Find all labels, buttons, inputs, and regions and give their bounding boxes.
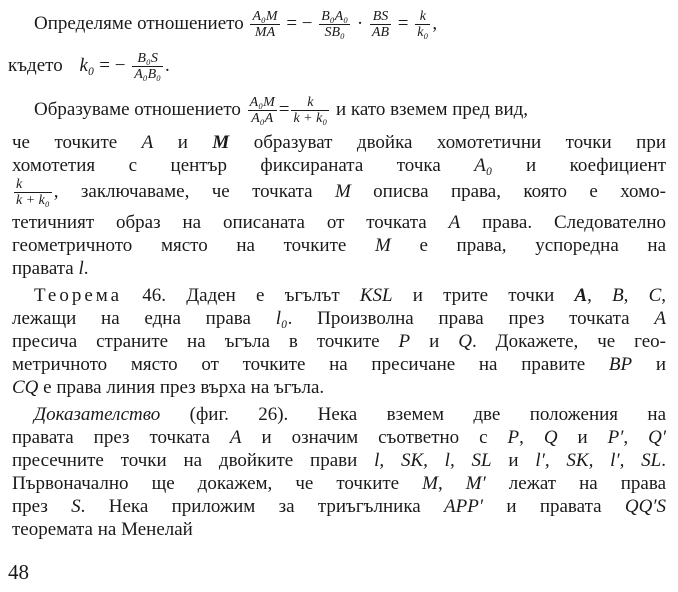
operator: = − [286,13,313,34]
theorem-line: CQ е права линия през върха на ъгъла. [12,377,325,398]
operator: = − [99,55,126,76]
fraction: $\frac{k}{\text{k + k₀}}$ [293,95,328,127]
page-number: 48 [8,560,29,584]
text: където [8,55,63,76]
theorem-line: пресича страните на ъгъла в точките P и Q. Докажете, че гео- [12,331,666,352]
text: Определяме отношението [34,13,244,34]
paragraph-line: тетичният образ на описаната от точката A права. Следователно [12,212,666,233]
math-var: k₀ [79,55,95,76]
paragraph-line: че точките A и M образуват двойка хомотетични точки при [12,132,666,153]
paragraph-line: $\frac{k}{\text{k + k₀}}$ , заключаваме, че точката M описва права, която е хомо- [16,177,666,209]
theorem-label: Теорема [34,285,123,306]
proof-line: през S. Нека приложим за триъгълника APP′ и правата QQ′S [12,496,666,517]
proof-line: правата през точката A и означим съответно с P, Q и P′, Q′ [12,427,666,448]
fraction: $\frac{\text{B₀S}}{\text{A₀B₀}}$ [134,51,162,83]
operator: · [356,13,364,34]
paragraph-line: Образуваме отношението $\frac{\text{A₀M}}{\text{A₀A}}$ = $\frac{k}{\text{k + k₀}}$ и като вземем пред вид, [34,95,529,127]
formula-line-2: където k₀ = − $\frac{\text{B₀S}}{\text{A₀B₀}}$ . [8,51,170,83]
proof-line: Доказателство (фиг. 26). Нека вземем две положения на [34,404,666,425]
text: Образуваме отношението [34,99,241,120]
formula-line-1: Определяме отношението $\frac{\text{A₀M}}{MA}$ = − $\frac{\text{B₀A₀}}{\text{SB₀}}$ · $\frac{BS}{AB}$ = $\frac{k}{\text{k₀}}$ , [34,9,438,41]
paragraph-line: хомотетия с център фиксираната точка A₀ и коефициент [12,155,666,176]
fraction: $\frac{k}{\text{k₀}}$ [417,9,429,41]
paragraph-line: геометричното място на точките M е права, успоредна на [12,235,667,256]
fraction: $\frac{\text{A₀M}}{MA}$ [252,9,278,41]
theorem-line: лежащи на една права l₀. Произволна права през точката A [12,308,666,329]
proof-line: теоремата на Менелай [12,519,193,540]
proof-label: Доказателство [34,404,161,425]
theorem-line: метричното място от точките на пресичане на правите BP и [12,354,667,375]
proof-line: Първоначално ще докажем, че точките M, M′ лежат на права [12,473,666,494]
fraction: $\frac{BS}{AB}$ [371,9,390,41]
fraction: $\frac{k}{\text{k + k₀}}$ [16,177,50,209]
text: и като вземем пред вид, [335,99,529,120]
paragraph-line: правата l. [12,258,89,279]
fraction: $\frac{\text{A₀M}}{\text{A₀A}}$ [249,95,275,127]
proof-line: пресечните точки на двойките прави l, SK, l, SL и l′, SK, l′, SL. [12,450,666,471]
fraction: $\frac{\text{B₀A₀}}{\text{SB₀}}$ [321,9,349,41]
operator: = [397,13,409,34]
theorem-line: Теорема 46. Даден е ъгълът KSL и трите точки A, B, C, [34,285,667,306]
